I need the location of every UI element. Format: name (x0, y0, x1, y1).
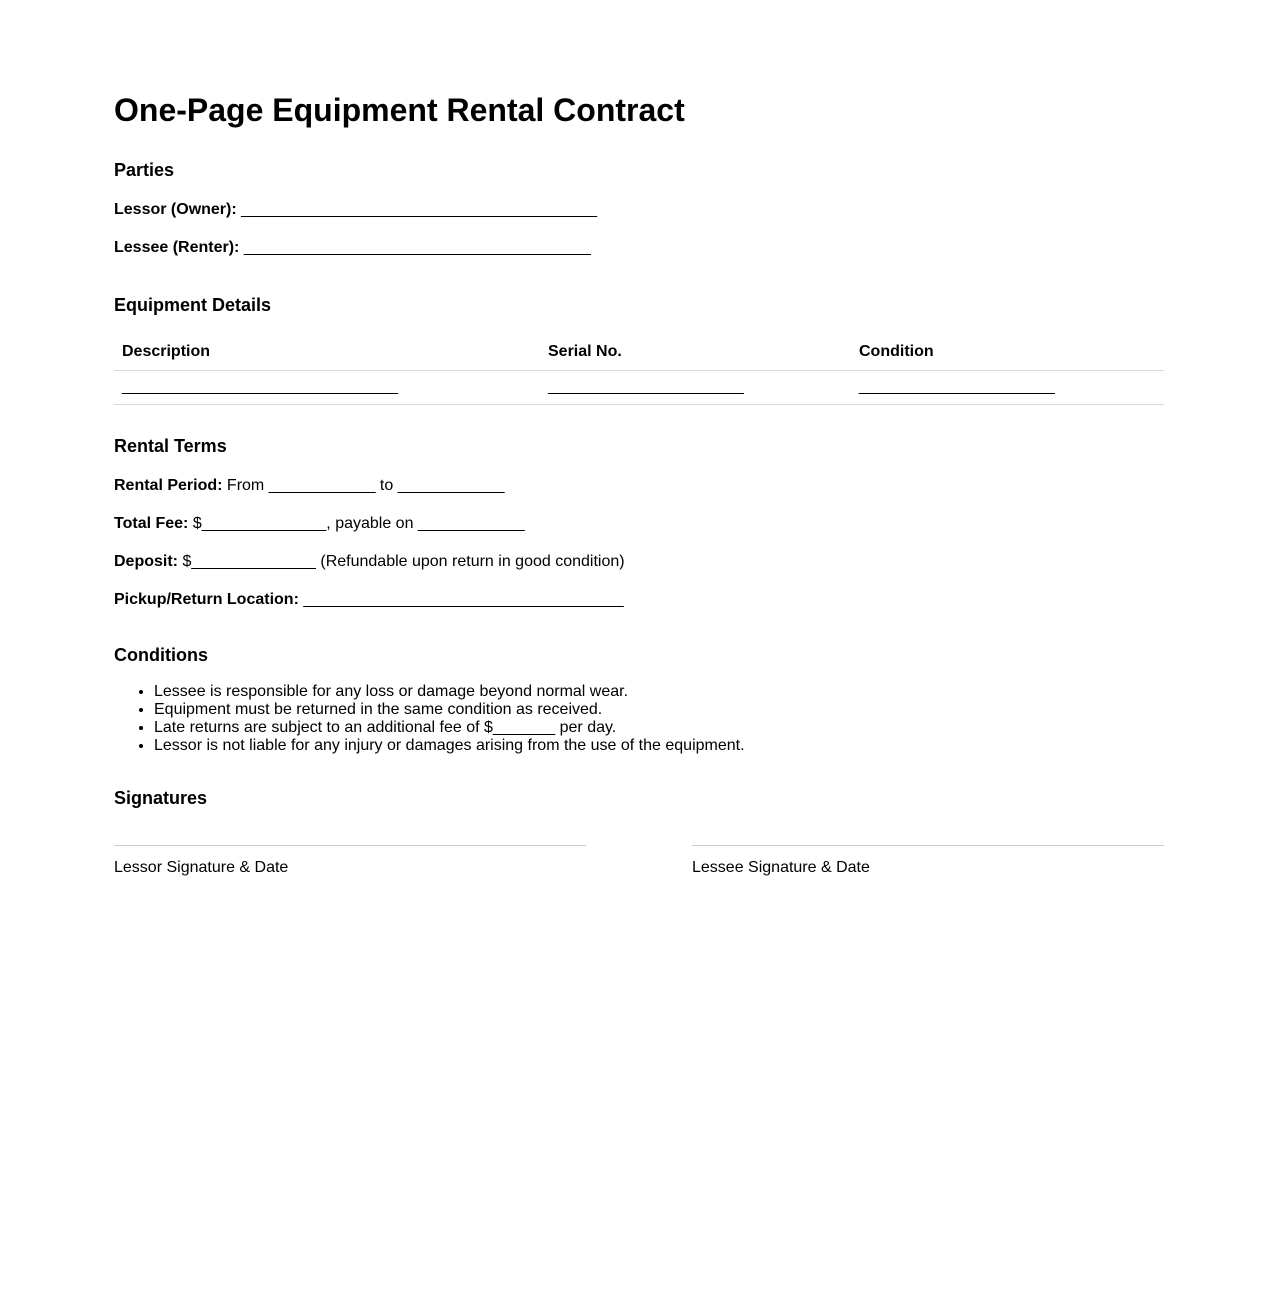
location-label: Pickup/Return Location: (114, 591, 299, 608)
contract-page (114, 0, 1164, 878)
lessor-field (114, 200, 1164, 220)
deposit-value: $______________ (Refundable upon return in good condition) (178, 553, 625, 570)
description-cell: _______________________________ (114, 371, 540, 405)
deposit-label: Deposit: (114, 553, 178, 570)
location-field (114, 590, 1164, 610)
signatures-heading: Signatures (114, 788, 208, 808)
rental-terms-heading: Rental Terms (114, 436, 227, 456)
conditions-list (114, 683, 1164, 755)
col-serial-no: Serial No. (540, 335, 851, 371)
col-description: Description (114, 335, 540, 371)
rental-period-value: From ____________ to ____________ (222, 477, 505, 494)
lessor-signature-label: Lessor Signature & Date (114, 859, 289, 876)
lessor-signature-line (114, 845, 586, 846)
lessor-signature (114, 845, 586, 878)
lessor-label: Lessor (Owner): (114, 201, 237, 218)
table-header-row (114, 335, 1164, 371)
equipment-table (114, 335, 1164, 405)
lessee-label: Lessee (Renter): (114, 239, 240, 256)
equipment-heading: Equipment Details (114, 295, 272, 315)
list-item: • Lessor is not liable for any injury or damages arising from the use of the equipment. (154, 737, 1164, 755)
rental-period-label: Rental Period: (114, 477, 223, 494)
total-fee-value: $______________, payable on ____________ (188, 515, 525, 532)
page-title: One-Page Equipment Rental Contract (114, 92, 685, 128)
lessee-blank: _______________________________________ (239, 239, 591, 256)
location-value: ____________________________________ (298, 591, 624, 608)
conditions-heading: Conditions (114, 645, 208, 665)
lessee-field (114, 238, 1164, 258)
serial-cell: ______________________ (540, 371, 851, 405)
deposit-field (114, 552, 1164, 572)
rental-period-field (114, 476, 1164, 496)
list-item: • Late returns are subject to an additional fee of $_______ per day. (154, 719, 1164, 737)
total-fee-label: Total Fee: (114, 515, 189, 532)
lessee-signature (692, 845, 1164, 878)
condition-cell: ______________________ (851, 371, 1164, 405)
lessee-signature-label: Lessee Signature & Date (692, 859, 870, 876)
parties-heading: Parties (114, 160, 175, 180)
list-item: • Equipment must be returned in the same condition as received. (154, 701, 1164, 719)
signature-block (114, 845, 1164, 878)
list-item: • Lessee is responsible for any loss or damage beyond normal wear. (154, 683, 1164, 701)
total-fee-field (114, 514, 1164, 534)
lessor-blank: ________________________________________ (236, 201, 598, 218)
table-row (114, 371, 1164, 405)
lessee-signature-line (692, 845, 1164, 846)
col-condition: Condition (851, 335, 1164, 371)
